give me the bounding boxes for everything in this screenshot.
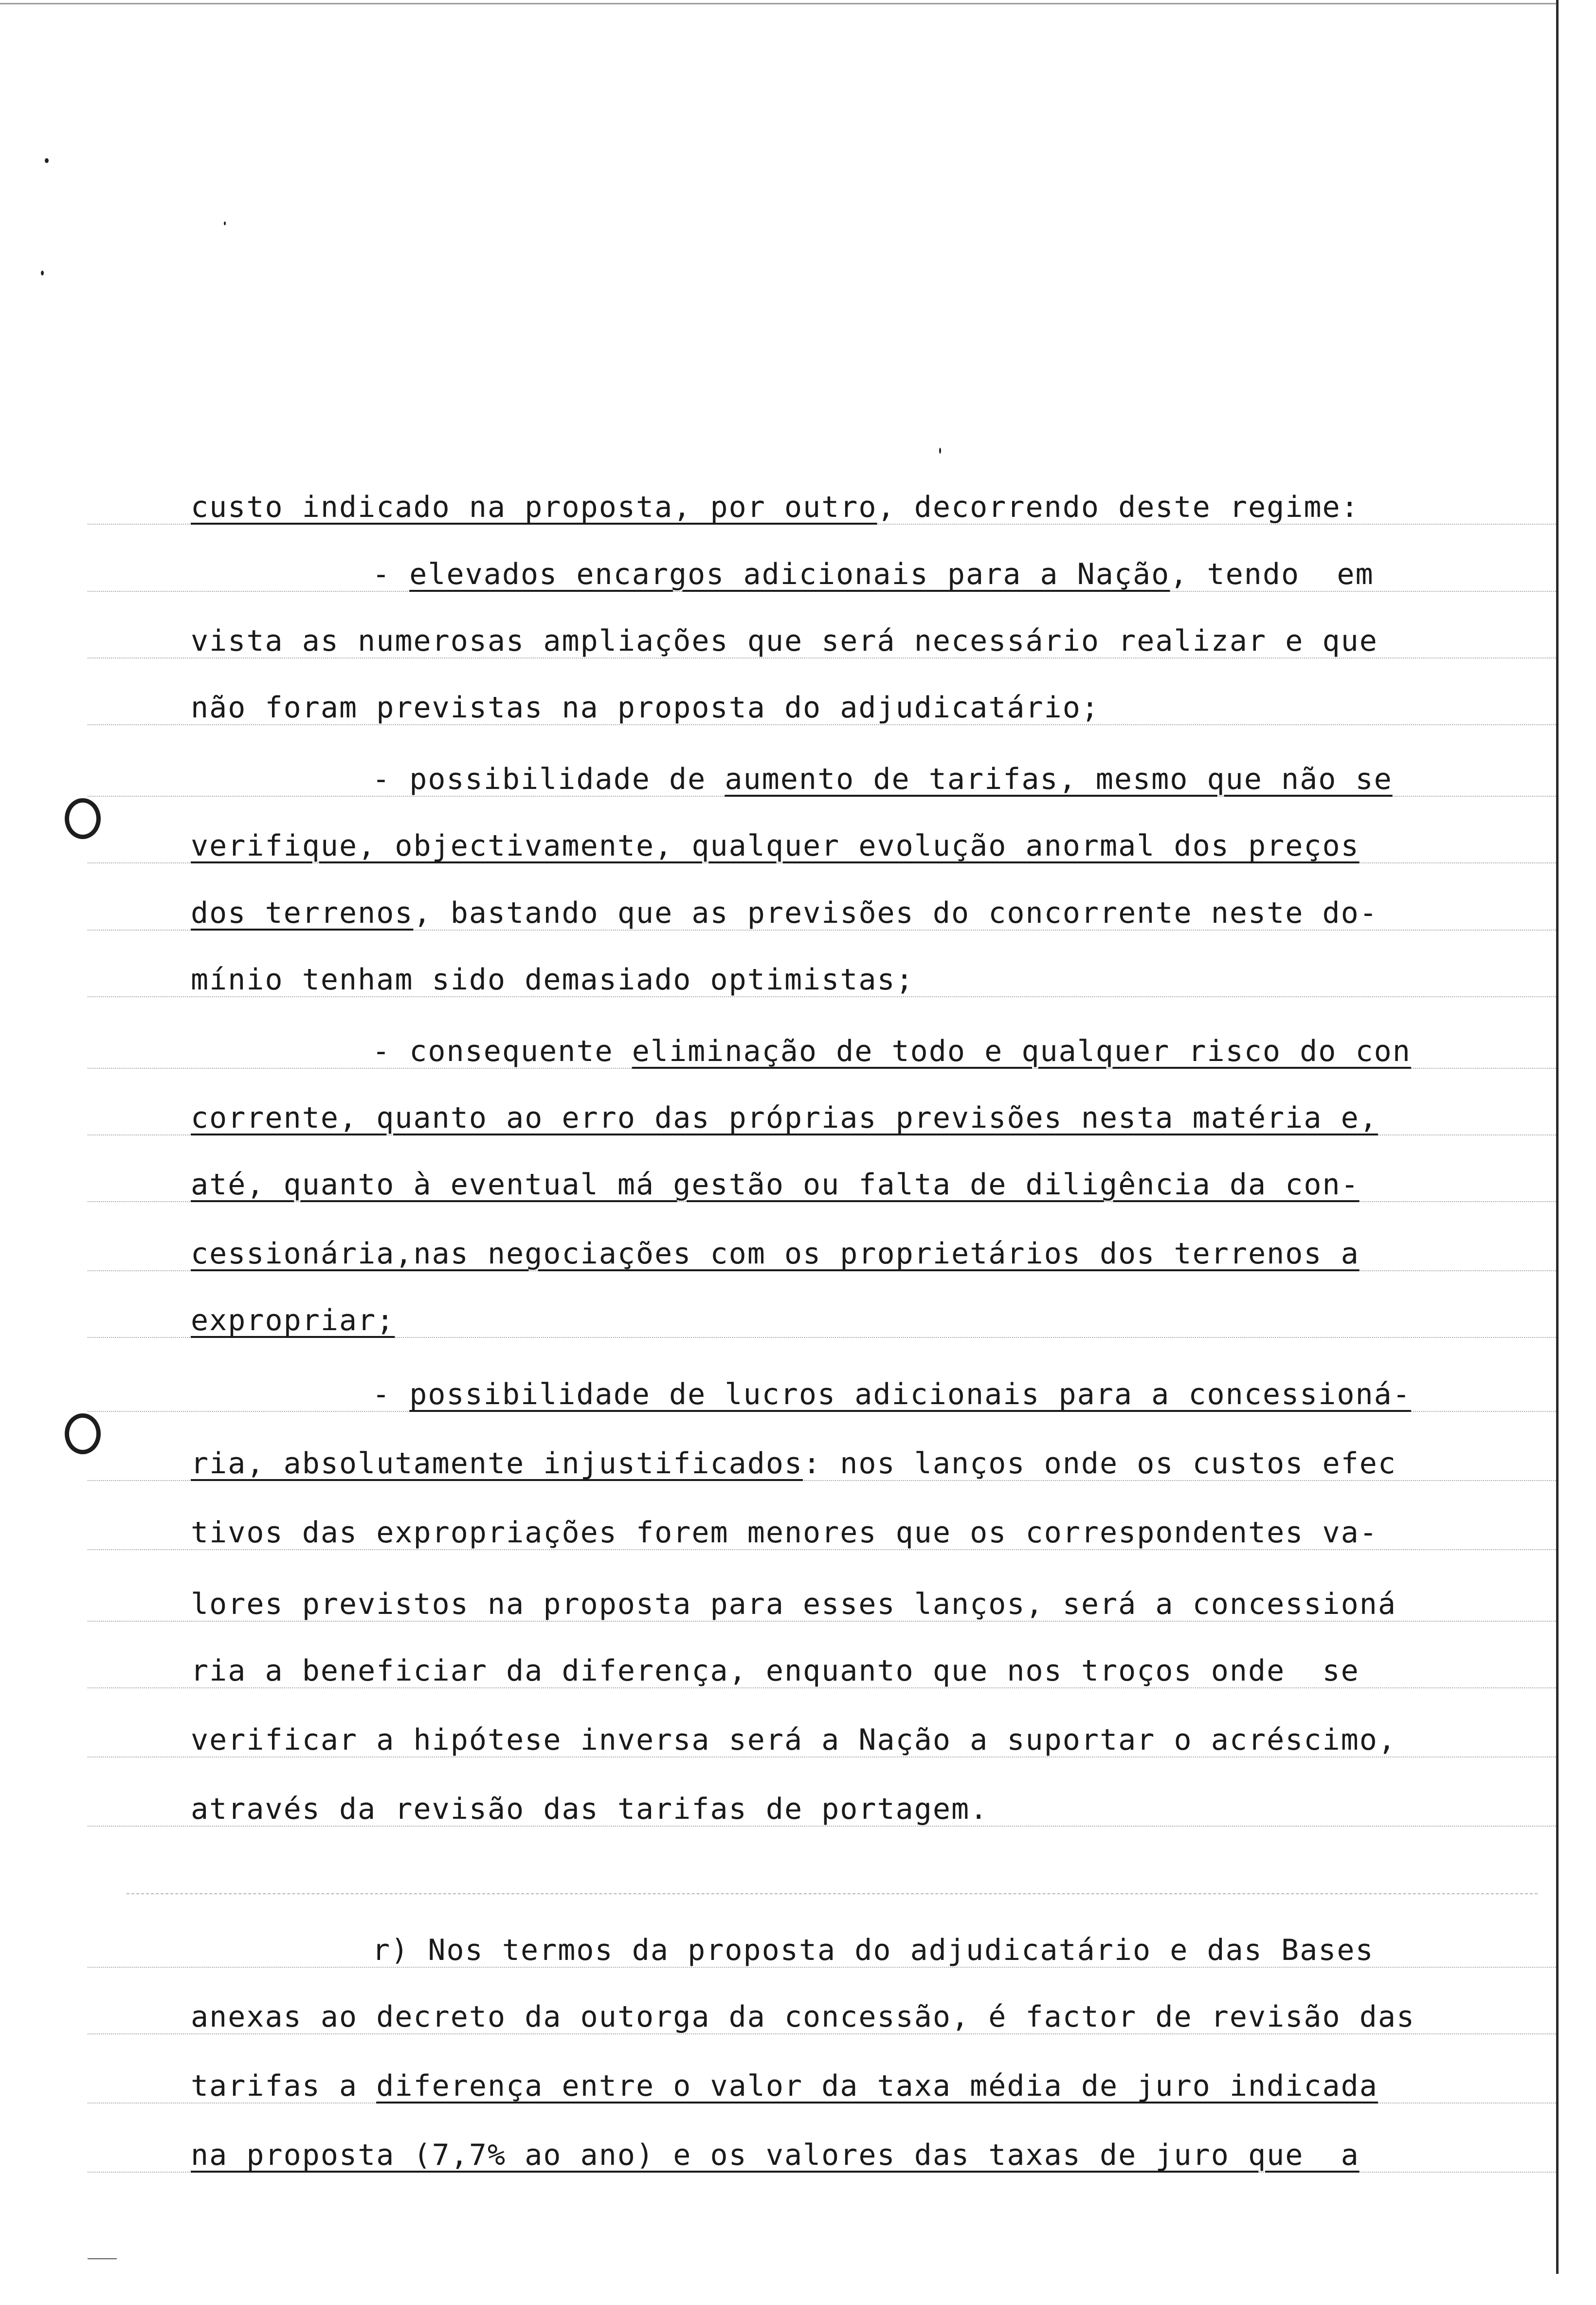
underlined-text: eliminação de todo e qualquer risco do con: [632, 1034, 1411, 1068]
bottom-corner-mark: [88, 2258, 117, 2259]
underlined-text: corrente, quanto ao erro das próprias previsões nesta matéria e,: [191, 1101, 1378, 1135]
text-line: [0, 1373, 1556, 1416]
line-text: verificar a hipótese inversa será a Nação a suportar o acréscimo,: [191, 1723, 1396, 1757]
underlined-text: na proposta (7,7% ao ano) e os valores das taxas de juro que a: [191, 2138, 1360, 2172]
line-text: mínio tenham sido demasiado optimistas;: [191, 963, 914, 997]
underlined-text: cessionária,nas negociações com os proprietários dos terrenos a: [191, 1237, 1360, 1271]
underlined-text: diferença entre o valor da taxa média de juro indicada: [376, 2069, 1378, 2103]
underlined-text: dos terrenos: [191, 896, 414, 930]
underlined-text: aumento de tarifas, mesmo que não se: [725, 762, 1393, 796]
text-line: [0, 2065, 1556, 2107]
line-text: : nos lanços onde os custos efec: [803, 1446, 1396, 1481]
text-line: [0, 1583, 1556, 1626]
underlined-text: verifique, objectivamente, qualquer evolução anormal dos preços: [191, 829, 1360, 863]
underlined-text: até, quanto à eventual má gestão ou falta de diligência da con-: [191, 1168, 1360, 1202]
line-text: r) Nos termos da proposta do adjudicatário e das Bases: [372, 1933, 1374, 1967]
text-line: [0, 620, 1556, 662]
line-text: , tendo em: [1170, 557, 1374, 591]
ink-speck: [224, 221, 226, 225]
text-line: [0, 1995, 1556, 2038]
ink-speck: [939, 448, 941, 454]
line-text: tarifas a: [191, 2069, 377, 2103]
ink-speck: [41, 271, 44, 275]
ink-speck: [45, 158, 49, 163]
line-text: , bastando que as previsões do concorrente neste do-: [413, 896, 1378, 930]
text-line: [0, 758, 1556, 801]
top-edge-line: [0, 3, 1557, 4]
line-text: - consequente: [372, 1034, 632, 1068]
text-line: [0, 1030, 1556, 1073]
text-line: [0, 1649, 1556, 1692]
text-line: [0, 686, 1556, 729]
text-line: [0, 2134, 1556, 2177]
underlined-text: custo indicado na proposta, por outro: [191, 490, 877, 524]
line-text: vista as numerosas ampliações que será necessário realizar e que: [191, 624, 1378, 658]
separator-line: [127, 1893, 1538, 1894]
text-line: [0, 1719, 1556, 1761]
text-line: [0, 1097, 1556, 1139]
text-line: [0, 824, 1556, 867]
line-text: tivos das expropriações forem menores que os correspondentes va-: [191, 1516, 1378, 1550]
dash: -: [372, 557, 410, 591]
text-line: [0, 553, 1556, 596]
underlined-text: possibilidade de lucros adicionais para a concessioná-: [409, 1377, 1411, 1411]
text-line: [0, 1511, 1556, 1554]
text-line: [0, 958, 1556, 1001]
text-line: [0, 1929, 1556, 1972]
right-margin-line: [1556, 0, 1559, 2274]
underlined-text: ria, absolutamente injustificados: [191, 1446, 803, 1481]
dash: -: [372, 1377, 410, 1411]
text-line: [0, 1442, 1556, 1485]
line-text: não foram previstas na proposta do adjudicatário;: [191, 691, 1100, 725]
text-line: [0, 1163, 1556, 1206]
underlined-text: expropriar;: [191, 1303, 395, 1337]
underlined-text: elevados encargos adicionais para a Nação: [409, 557, 1170, 591]
text-line: [0, 892, 1556, 934]
text-line: [0, 1232, 1556, 1275]
line-text: anexas ao decreto da outorga da concessão, é factor de revisão das: [191, 2000, 1415, 2034]
line-text: lores previstos na proposta para esses lanços, será a concessioná: [191, 1587, 1396, 1621]
text-line: [0, 1788, 1556, 1830]
line-text: - possibilidade de: [372, 762, 725, 796]
line-text: através da revisão das tarifas de portagem.: [191, 1792, 989, 1826]
text-line: [0, 486, 1556, 529]
text-line: [0, 1299, 1556, 1342]
line-text: ria a beneficiar da diferença, enquanto que nos troços onde se: [191, 1654, 1360, 1688]
line-text: , decorrendo deste regime:: [877, 490, 1360, 524]
